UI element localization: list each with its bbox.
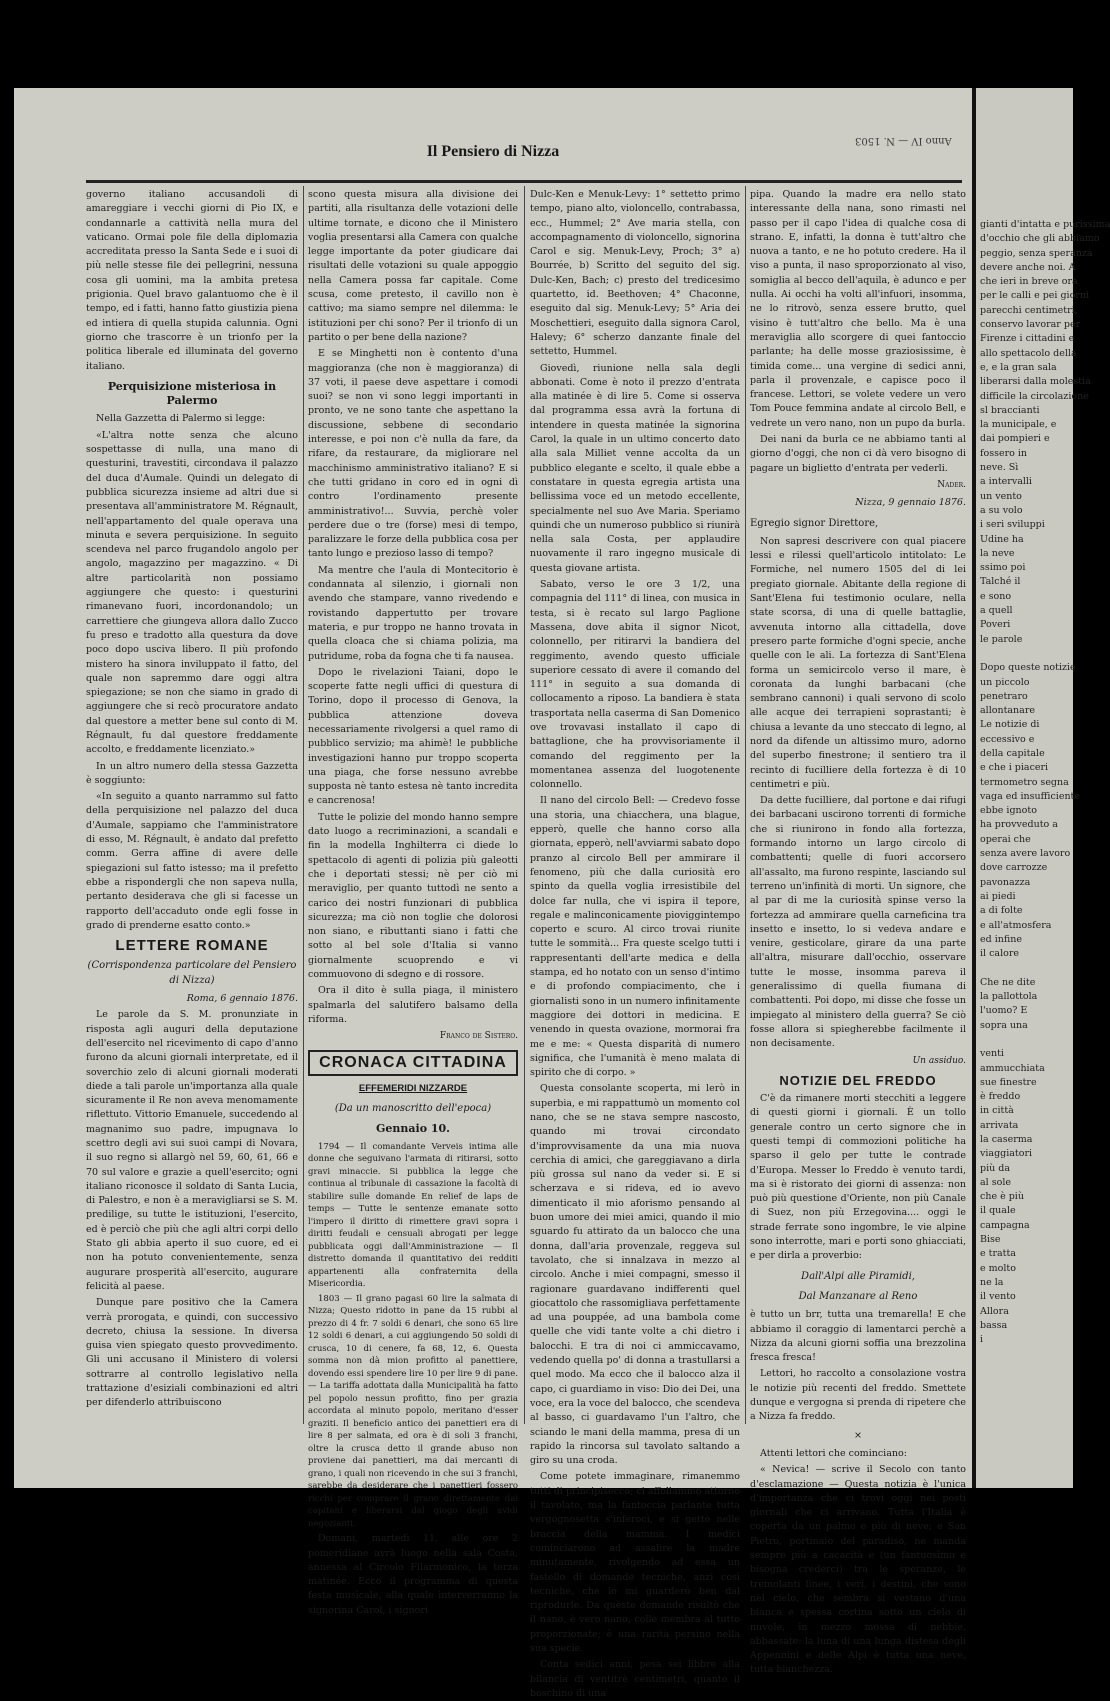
adjacent-text-line: fossero in [980, 447, 1028, 459]
adjacent-text-line: e sono [980, 590, 1012, 602]
adjacent-text-line: ne la [980, 1276, 1004, 1288]
adjacent-text-line: la pallottola [980, 991, 1038, 1003]
adjacent-text-line: ssimo poi [980, 562, 1026, 574]
dateline: Roma, 6 gennaio 1876. [186, 993, 298, 1005]
article-text: Non sapresi descrivere con qual piacere lessi e rilessi quell'articolo intitolato: Le Formiche, nel numero 1505 del di lei pregiato giornale. Abitante della regione di Sant'Elena fui testimonio oculare, nella state scorsa, di una di quelle battaglie, avvenuta intorno alla cittadella, dove presero parte formiche d'ogni specie, anche quelle con le ali. La fortezza di Sant'Elena forma un semicircolo verso il mare, è coronata da lunghi barbacani (che sembrano cannoni) i quali servono di scolo alle acque dei terrapieni soprastanti; è chiusa a levante da uno steccato di legno, al nord da difende un altissimo muro, adorno del superbo finestrone; il sentiero tra il recinto di fucilliere della fortezza è di 10 centimetri e più. [750, 535, 966, 790]
adjacent-text-line: sopra una [980, 1019, 1028, 1031]
masthead-title: Il Pensiero di Nizza [426, 143, 560, 160]
adjacent-text-line: d'occhio che gli abbiamo [980, 233, 1100, 245]
adjacent-text-line: Che ne dite [980, 976, 1036, 988]
adjacent-text-line: arrivata [980, 1119, 1019, 1131]
article-text: Domani, martedì 11, alle ore 2 pomeridiane avrà luogo nella sala Costa, annessa al Circolo Filarmonico, la terza matinée. Ecco il programma di questa festa musicale, alla quale interverranno la signorina Carol, i signori [308, 1533, 518, 1616]
adjacent-text-line: il calore [980, 948, 1020, 960]
adjacent-text-line: ebbe ignoto [980, 805, 1037, 817]
adjacent-text-line: Le notizie di [980, 719, 1040, 731]
letter-salutation: Egregio signor Direttore, [750, 517, 879, 529]
article-text: Dunque pare positivo che la Camera verrà prorogata, e quindi, con successivo decreto, chiusa la sessione. In diversa guisa vien spiegato questo provvedimento. Gli uni accusano il Ministero di volersi sottrarre al controllo legislativo nella trattazione d'esiziali combinazioni ed altri per difenderlo attribuiscono [86, 1297, 298, 1409]
adjacent-text-line: vaga ed insufficiente [980, 790, 1080, 802]
adjacent-text-line: e che i piaceri [980, 762, 1049, 774]
author-signature: Franco de Sistero. [439, 1031, 518, 1042]
article-text: 1794 — Il comandante Verveis intima alle donne che seguivano l'armata di ritirarsi, sotto gravi minaccie. Si pubblica la legge che continua al tribunale di cassazione la facoltà di stabilire sulle domande En relief de laps de temps — Tutte le sentenze emanate sotto l'impero il diritto di rimettere gravi sopra i diritti feudali e censuali abrogati per legge pubblicata oggi dall'Amministrazione — Il distretto domanda il quantitativo dei redditi appartenenti alla confraternita della Misericordia. [308, 1141, 518, 1290]
article-text: «In seguito a quanto narrammo sul fatto della perquisizione nel palazzo del duca d'Aumale, sappiamo che l'amministratore di esso, M. Régnault, è andato dal prefetto comm. Gerra affine di avere delle spiegazioni sul fatto istesso; ma il prefetto ebbe a rispondergli che non sapeva nulla, pertanto desiderava che gli si facesse un rapporto dell'accaduto onde egli fosse in grado di prenderne esatto conto.» [86, 791, 298, 931]
section-heading: LETTERE ROMANE [115, 937, 269, 955]
adjacent-text-line: ai piedi [980, 890, 1016, 902]
article-text: Nella Gazzetta di Palermo si legge: [96, 413, 266, 425]
adjacent-text-line: pavonazza [980, 876, 1031, 888]
column-3 [530, 188, 740, 1699]
adjacent-text-line: e molto [980, 1262, 1016, 1274]
adjacent-text-line: che è più [980, 1191, 1024, 1203]
section-title: CRONACA CITTADINA [319, 1053, 507, 1071]
newspaper-page [14, 88, 972, 1699]
adjacent-text-line: e tratta [980, 1248, 1016, 1260]
article-text: Giovedì, riunione nella sala degli abbonati. Come è noto il prezzo d'entrata alla matinée è di lire 5. Come si osserva dal programma essa avrà la fortuna di intendere in questa matinée la signorina Carol, la quale in un ultimo concerto dato alla sala Milliet venne accolta da un pubblico elegante e scelto, il quale ebbe a constatare in questa egregia artista una bellissima voce ed un metodo eccellente, specialmente nel suo Ave Maria. Speriamo quindi che un numeroso pubblico si riunirà nella sala Costa, per applaudire nuovamente il raro ingegno musicale di questa giovane artista. [530, 362, 740, 574]
adjacent-text-line: penetraro [980, 690, 1028, 702]
adjacent-text-line: conservo lavorar per [980, 319, 1081, 331]
adjacent-text-line: è freddo [980, 1091, 1021, 1103]
article-text: Ora il dito è sulla piaga, il ministero spalmarla del salutifero balsamo della riforma. [308, 985, 518, 1025]
dateline: Nizza, 9 gennaio 1876. [855, 497, 966, 509]
adjacent-text-line: dai pompieri e [980, 433, 1050, 445]
adjacent-text-line: i seri sviluppi [980, 519, 1045, 531]
adjacent-text-line [980, 1033, 1070, 1047]
article-text: governo italiano accusandoli di amareggiare i vecchi giorni di Pio IX, e condannarle a cattività nella mura del vaticano. Ormai pole file della diplomazia accreditata presso la Santa Sede e i suoi di più nelle stesse file dei pellegrini, nessuna cosa gli uomini, ma la ambita pretesa prigionia. Quel bravo galantuomo che è il tempo, ed i fatti, hanno fatto giustizia piena ed intiera di quella stupida calunnia. Ogni giorno che trascorre è un trionfo per la politica liberale ed illuminata del governo italiano. [86, 189, 298, 372]
article-text: Le parole da S. M. pronunziate in risposta agli auguri della deputazione dell'esercito nel ricevimento di capo d'anno furono da alcuni giornali interpretate, ed il soverchio zelo di alcuni giornali moderati diede a tali parole un'importanza alla quale sicuramente il Re non aveva menomamente riflettuto. Vittorio Emanuele, succedendo al magnanimo suo padre, impugnava lo scettro degli avi sui suoi campi di Novara, il suo regno si allargò nel 59, 60, 61, 66 e 70 sul valore e grazie a quell'esercito; ogni italiano riconosce il soldato di Santa Lucia, di Palestro, e non è a meravigliarsi se S. M. predilige, su tutte le istituzioni, l'esercito, ed è perciò che più che agli altri corpi dello Stato gli abbia aperto il suo cuore, ed ei non ha potuto convenientemente, senza augurare prosperità all'esercito, augurare felicità al paese. [86, 1009, 298, 1292]
page-gutter [972, 88, 976, 1488]
adjacent-text-line: in città [980, 1105, 1014, 1117]
author-signature: Un assiduo. [912, 1055, 966, 1066]
adjacent-text-line: Udine ha [980, 533, 1024, 545]
adjacent-text-line: peggio, senza speranza [980, 247, 1093, 259]
adjacent-text-line: a su volo [980, 504, 1023, 516]
adjacent-text-line: liberarsi dalla molestia [980, 376, 1091, 388]
column-4 [750, 188, 966, 1676]
article-text: Lettori, ho raccolto a consolazione vostra le notizie più recenti del freddo. Smettete dunque e vergogna si prenda di ripetere che a Nizza fa freddo. [750, 1368, 966, 1423]
article-text: Da dette fucilliere, dal portone e dai rifugi dei barbacani uscirono torrenti di formiche che si riunirono in fondo alla fortezza, formando intorno un largo circolo di combattenti; quelle di fuori accorsero all'assalto, ma furono respinte, lasciando sul terreno un'infinità di morti. Un signore, che al par di me la curiosità spinse verso la fortezza ad ammirare quella carneficina tra insetto e insetto, lo si vedeva andare e venire, gesticolare, girare da una parte all'altra, misurare dall'occhio, osservare tutte le mosse, insomma pareva il generalissimo di quella fiumana di combattenti. Poi dopo, mi disse che fosse un impiegato al ministero della guerra? Se ciò fosse allora si spiegherebbe facilmente il non decisamente. [750, 795, 966, 1050]
column-divider [745, 186, 746, 1424]
adjacent-text-line: neve. Sì [980, 462, 1019, 474]
article-text: pipa. Quando la madre era nello stato interessante della nana, sono rimasti nel passo per il capo l'idea di qualche cosa di strano. E, infatti, la donna è tutt'altro che nuova a tanto, e ne ho potuto credere. Ha il viso a punta, il naso sproporzionato al viso, somiglia al becco dell'aquila, è adunco e per nulla. Ai occhi ha volti all'infuori, insomma, ne lo ritrovò, senza essere brutto, quel visino è tutt'altro che bello. Ma è una meraviglia allo scorgere di quei fantoccio parlante; ha delle mosse graziosissime, è timida come... una vergine di sedici anni, parla il provenzale, e capisce poco il francese. Lettori, se volete vedere un vero Tom Pouce femmina andate al circolo Bell, e vedrete un vero nano, non un pupo da burla. [750, 189, 966, 429]
adjacent-text-line: a intervalli [980, 476, 1032, 488]
adjacent-text-line: la caserma [980, 1134, 1033, 1145]
adjacent-text-line: al sole [980, 1176, 1011, 1188]
adjacent-text-line: difficile la circolazione [980, 390, 1089, 402]
adjacent-text-line: a quell [980, 605, 1013, 617]
adjacent-text-line: per le calli e pei giorni [980, 290, 1090, 302]
article-text: «L'altra notte senza che alcuno sospettasse di nulla, una mano di questurini, travestiti, circondava il palazzo del duca d'Aumale. Quindi un delegato di pubblica sicurezza insieme ad altri due si presentava all'amministratore M. Régnault, nell'appartamento del quale operava una minuta e severa perquisizione. In seguito scendeva nel parco frugandolo angolo per angolo, magazzino per magazzino. « Di altre particolarità non possiamo aggiungere che questo: i questurini rimanevano fuori, incordonandolo; un carrettiere che giungeva allora dallo Zucco fu preso e tradotto alla questura da dove poco dopo usciva libero. Il più profondo mistero ha sinora inviluppato il fatto, del quale non sapremmo dare oggi altra spiegazione; se non che siamo in grado di aggiungere che si recò procuratore andato dal questore a metter bene sul conto di M. Régnault, fu dal questore freddamente accolto, e freddamente licenziato.» [86, 429, 298, 756]
verse-line: Dall'Alpi alle Piramidi, [801, 1270, 915, 1282]
article-text: Conta sedici anni, pesa sei libbre alla bilancia di ventitrè centimetri, quanto il boschino di una [530, 1659, 740, 1699]
adjacent-text-line: campagna [980, 1219, 1030, 1231]
adjacent-text-line [980, 961, 1070, 975]
article-text: 1803 — Il grano pagasi 60 lire la salmata di Nizza; Questo ridotto in pane da 15 rubbi al prezzo di 4 fr. 7 soldi 6 denari, che sono 65 lire 12 soldi 6 denari, a cui aggiungendo 50 soldi di crusca, 10 di cenere, fa 68, 12, 6. Questa somma non dà mion profitto al panettiere, dovendo essi spendere lire 10 per lire 9 di pane. — La tariffa adottata dalla Municipalità ha fatto pel popolo nessun profitto, fino per grazia accordata al minuto popolo, meritano d'esser graziti. Il beneficio antico dei panettieri era di lire 8 per salmata, ed ora è di soli 3 franchi, oltre la crusca detto il grande abuso non proviene dai panettieri, ma dai mercanti di grano, i quali non ricevendo in che sui 3 franchi, sarebbe da desiderare che i panettieri fossero ricchi per comprare il grano direttamente dai capitani e liberarsi dal giogo degli avidi negozianti. [308, 1293, 518, 1529]
article-text: C'è da rimanere morti stecchiti a leggere di questi giorni i giornali. È un tollo generale contro un certo signore che in questi tempi di commozioni politiche ha sparso il gelo per tutte le contrade d'Europa. Messer lo Freddo è venuto tardi, ma si è ristorato dei giorni di assenza: non può più questione d'Oriente, non più Canale di Suez, non più Erzegovina.... oggi le strade ferrate sono ingombre, le vie alpine sono interrotte, mari e porti sono ghiacciati, e per dirla a proverbio: [750, 1093, 966, 1262]
article-text: Dopo le rivelazioni Taiani, dopo le scoperte fatte negli uffici di questura di Torino, dopo il processo di Genova, la pubblica attenzione doveva necessariamente rivolgersi a quel ramo di pubblico servizio; ma ahimè! le pubbliche investigazioni hanno pur troppo scoperta una piaga, che forse nessuno avrebbe supposta nè tanto estesa nè tanto incredita e cancrenosa! [308, 666, 518, 807]
section-subtitle: EFFEMERIDI NIZZARDE [358, 1082, 468, 1094]
article-text: Sabato, verso le ore 3 1/2, una compagnia del 111° di linea, con musica in testa, si è recato sul largo Paglione Massena, dove abita il signor Nicot, colonnello, per ritirarvi la bandiera del reggimento, avendo questo ufficiale superiore cessato di avere il comando del 111° in seguito a sua domanda di collocamento a riposo. La bandiera è stata trasportata nella caserma di San Domenico ove trovavasi installato il capo di battaglione, che ha provvisoriamente il comando del reggimento per la momentanea assenza del luogotenente colonnello. [530, 579, 740, 791]
article-text: In un altro numero della stessa Gazzetta è soggiunto: [86, 760, 298, 786]
adjacent-text-line: devere anche noi. A [980, 261, 1076, 273]
column-1 [86, 188, 298, 1428]
article-text: scono questa misura alla divisione dei partiti, alla risultanza delle votazioni delle ultime tornate, e dicono che il Ministero voglia presentarsi alla Camera con qualche legge importante da poter giudicare dai risultati delle votazioni su quale appoggio nella Camera possa far capitale. Come scusa, come pretesto, il cavillo non è cattivo; ma siamo sempre nel dilemma: le istituzioni per chi sono? Per il trionfo di un partito o per bene della nazione? [308, 189, 518, 343]
adjacent-text-line: viaggiatori [980, 1148, 1033, 1160]
adjacent-text-line: parecchi centimetri, [980, 304, 1078, 316]
adjacent-text-line: un piccolo [980, 676, 1030, 688]
adjacent-text-line: sl braccianti [980, 404, 1040, 416]
column-2 [308, 188, 518, 1616]
adjacent-text-line: le parole [980, 633, 1023, 645]
article-text: Il nano del circolo Bell: — Credevo fosse una storia, una chiacchera, una blague, epperò, quelle che hanno corso alla giornata, epperò, nell'avviarmi sabato dopo pranzo al circolo Bell per ammirare il fenomeno, più che dalla curiosità ero spinto da quella voglia irresistibile del dolce far nulla, che vi ispira il tepore, regale e malinconicamente pioviggintempo coperto e scuro. Al circo trovai riunite tutte le sommità... Fra queste scelgo tutti i rappresentanti dell'arte medica e della stampa, ed ho notato con un senso d'intimo e di profondo compiacimento, che i giornalisti sono in un numero infinitamente maggiore dei dottori in medicina. E venendo in questa ovazione, mormorai fra me e me: « Questa disparità di numero significa, che l'umanità è meno malata di spirito che di corpo. » [530, 795, 740, 1079]
masthead-issue-number: Anno IV — N. 1503 [855, 135, 952, 146]
adjacent-text-line: Allora [980, 1305, 1009, 1317]
adjacent-page-fragment [972, 88, 1110, 1488]
article-text: Dulc-Ken e Menuk-Levy: 1° settetto primo tempo, piano alto, violoncello, contrabassa, ecc., Hummel; 2° Ave maria stella, con accompagnamento di violoncello, signorina Carol e sig. Menuk-Levy, Proch; 3° a) Bourrée, b) Scritto del seguito del sig. Dulc-Ken, Bach; c) presto del tredicesimo quartetto, id. Beethoven; 4° Chaconne, eseguito dal sig. Menuk-Levy; 5° Aria dei Moschettieri, eseguito dalla signora Carol, Halevy; 6° scherzo danzante finale del settetto, Hummel. [530, 189, 740, 358]
verse-line: Dal Manzanare al Reno [798, 1290, 918, 1302]
adjacent-text-line: Dopo queste notizie [980, 662, 1076, 674]
adjacent-text-line: senza avere lavoro [980, 848, 1071, 860]
article-text: Questa consolante scoperta, mi lerò in superbia, e mi rappattumò un momento col nano, che se ne stava sempre nascosto, quando mi trovai circondato d'improvvisamente da una mia nuova cerchia di amici, che gareggiavano a dirla più grossa sul nano da veder si. E si scherzava e si rideva, ed io avevo dimenticato il mio aforismo pensando al buon umore dei miei amici, quando il mio sguardo fu attirato da un balocco che una donna, dall'aria provenzale, reggeva sul tavolato, che si innalzava in mezzo al circolo. Anche i miei compagni, smesso il ragionare guardavano indifferenti quel giocattolo che rassomigliava perfettamente ad una pouppée, ad una bambola come quelle che vidi tante volte a chi dietro i balocchi. E tra di noi ci ammiccavamo, vedendo quella po' di donna a trastullarsi a quel modo. Ma ecco che il balocco alza il capo, ci guardiamo in viso: Dio dei Dei, una voce, era la voce del balocco, che scendeva al basso, ci guardavamo l'un l'altro, che sciando le mani della mamma, presa di un rapido la rincorsa sul tavolato saltando a giro su una croda. [530, 1083, 740, 1467]
adjacent-text-line: gianti d'intatta e purissima [980, 219, 1110, 230]
adjacent-text-line: dove carrozze [980, 862, 1048, 874]
section-subheading: (Corrispondenza particolare del Pensiero di Nizza) [87, 960, 297, 986]
adjacent-text-line: sue finestre [980, 1076, 1037, 1088]
article-text: Ma mentre che l'aula di Montecitorio è condannata al silenzio, i giornali non avendo che stampare, vanno rivedendo e rovistando dappertutto per trovare materia, e pur troppo ne hanno trovata in quella cloaca che si chiama polizia, ma putridume, roba da fogna che ti fa nausea. [308, 564, 518, 662]
adjacent-text-line: la municipale, e [980, 419, 1057, 431]
section-box [308, 1050, 518, 1076]
adjacent-text-line: e, e la gran sala [980, 361, 1057, 373]
adjacent-text-line: della capitale [980, 747, 1045, 759]
article-text: Come potete immaginare, rimanemmo tutti di principisecco; ci affollammo attorno il tavolato, ma la fantoccia parlante tutta vergognosetta s'inferocì, e si gettò nelle braccia della mamma. I medici cominciarono ad assalire la madre minutamente, rivolgendo ad essa un fastello di domande tecniche, anzi così tecniche, che io mi guarderò ben dal riprodurle. Da queste domande risultò che il nano, è vero nano, colle membra al tutto proporzionate; è una rarità persino nella sua specie. [530, 1471, 740, 1654]
adjacent-text-line: l'uomo? E [980, 1005, 1028, 1017]
adjacent-text-line: Talché il [980, 576, 1021, 588]
adjacent-text-line: venti [980, 1048, 1004, 1060]
adjacent-text-line: operai che [980, 833, 1031, 845]
adjacent-text-line: un vento [980, 490, 1022, 502]
section-note: (Da un manoscritto dell'epoca) [334, 1103, 492, 1115]
adjacent-text-line: che ieri in breve ora [980, 276, 1078, 288]
article-heading: Perquisizione misteriosa in Palermo [107, 379, 277, 408]
date-heading: Gennaio 10. [376, 1122, 450, 1136]
header-rule [86, 180, 962, 183]
adjacent-text-line: bassa [980, 1319, 1008, 1331]
adjacent-text-line: ammucchiata [980, 1062, 1045, 1074]
adjacent-text-line: Bise [980, 1234, 1001, 1246]
adjacent-text-line: Firenze i cittadini e [980, 333, 1075, 345]
adjacent-text-line: i [980, 1334, 984, 1346]
section-heading: NOTIZIE DEL FREDDO [779, 1072, 937, 1088]
adjacent-text-line: la neve [980, 547, 1015, 559]
adjacent-page-text [980, 218, 1110, 1448]
adjacent-text-line [980, 647, 1070, 661]
adjacent-text-line: più da [980, 1162, 1011, 1174]
adjacent-text-line: allontanare [980, 705, 1036, 717]
separator-mark: × [854, 1429, 862, 1441]
article-text: E se Minghetti non è contento d'una maggioranza (che non è maggioranza) di 37 voti, il paese deve aspettare i comodi suoi? se non vi sono leggi importanti in pronto, ve ne sono tante che aspettano la discussione, sebbene di secondario interesse, e poi non c'è nulla da fare, da rifare, da restaurare, da migliorare nel macchinismo amministrativo italiano? E si che tutti gridano in coro ed in ogni dì contro l'ordinamento presente amministrativo!... Suvvia, perchè voler perdere due o tre (forse) mesi di tempo, paralizzare le forze della pubblica cosa per tanto lungo e prezioso lasso di tempo? [308, 348, 518, 560]
adjacent-text-line: il quale [980, 1205, 1016, 1217]
adjacent-text-line: il vento [980, 1291, 1016, 1303]
column-divider [524, 186, 525, 1424]
adjacent-text-line: termometro segna [980, 776, 1069, 788]
adjacent-text-line: allo spettacolo della [980, 347, 1077, 359]
adjacent-text-line: e all'atmosfera [980, 919, 1052, 931]
article-text: Dei nani da burla ce ne abbiamo tanti al giorno d'oggi, che non ci dà vero bisogno di pagare un biglietto d'entrata per vederli. [750, 434, 966, 474]
author-signature: Nader. [937, 479, 966, 490]
article-text: Attenti lettori che cominciano: [760, 1447, 907, 1459]
adjacent-text-line: a di folte [980, 905, 1023, 917]
adjacent-text-line: ed infine [980, 933, 1022, 945]
article-text: « Nevica! — scrive il Secolo con tanto d'esclamazione — Questa notizia è l'unica d'importanza che ci trovi oggi nei posti giornali che ci arrivano. Tutta l'Italia è coperta da un palmo e più di neve; e San Pietro, portinaio del paradiso, ne manda sempre più a cacacità e (un fantuosimo e bisogna crederci) tra le speranze, le tremolanti linee, i veri, i destini, che sono nel cielo, che sembra si vestano d'una bianca e spessa cortina sotto un cielo di nuvole, in mezzo mossa di nebbie, abbassate: la luna di una lunga distesa degli Appennini e delle Alpi è tutta una neve, tutta bianchezza. [750, 1464, 966, 1676]
article-text: è tutto un brr, tutta una tremarella! E che abbiamo il coraggio di lamentarci perchè a Nizza da alcuni giorni soffia una brezzolina fresca fresca! [750, 1309, 966, 1364]
adjacent-text-line: ha provveduto a [980, 819, 1058, 831]
adjacent-text-line: Poveri [980, 619, 1011, 631]
column-divider [303, 186, 304, 1424]
adjacent-text-line: eccessivo e [980, 733, 1035, 745]
article-text: Tutte le polizie del mondo hanno sempre dato luogo a recriminazioni, a scandali e fin la modella Inghilterra ci diede lo spettacolo di agenti di polizia più galeotti che i deportati stessi; nè per ciò mi meraviglio, per quanto tuttodì ne sento a carico dei nostri funzionari di pubblica sicurezza; ma ciò non toglie che dolorosi non siano, e ributtanti siano i fatti che sotto al bel sole d'Italia si vanno giornalmente scuoprendo e vi commuovono di sdegno e di rossore. [308, 811, 518, 981]
